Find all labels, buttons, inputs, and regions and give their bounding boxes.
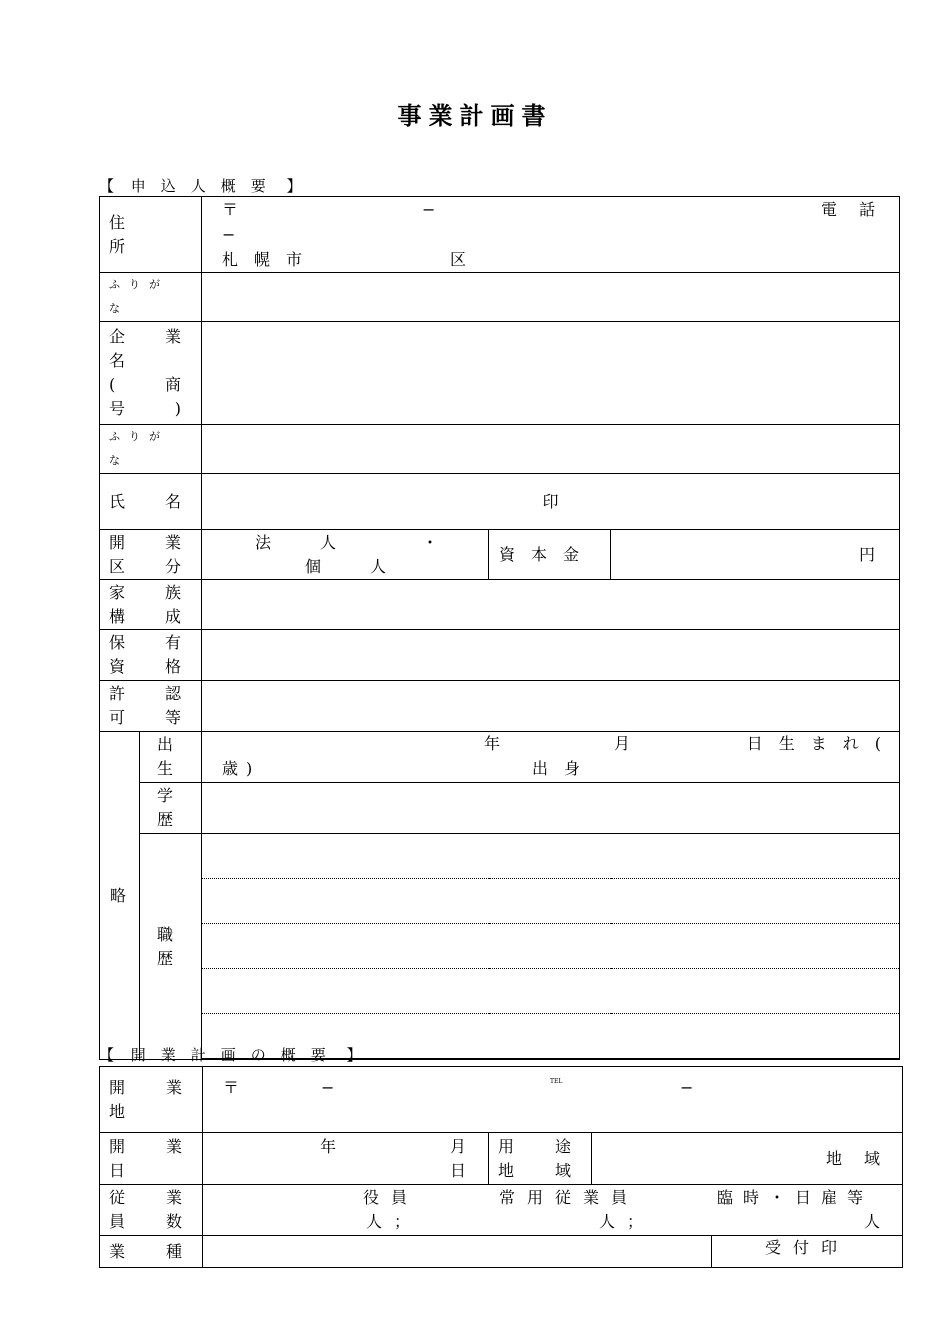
born-label: 日生まれ( xyxy=(746,734,898,753)
employees-input[interactable] xyxy=(203,1185,903,1236)
site-row xyxy=(100,1067,903,1133)
label-char: 出 xyxy=(157,735,174,754)
section-header-plan xyxy=(99,1044,363,1065)
bracket-open: 【 xyxy=(99,1046,116,1064)
use-zone-input[interactable] xyxy=(592,1133,903,1185)
label-char: 日 xyxy=(109,1160,126,1180)
label-char: 構 xyxy=(109,606,126,626)
company-name-input[interactable] xyxy=(202,322,900,425)
bracket-close: 】 xyxy=(286,177,303,195)
label-char: 員 xyxy=(109,1212,126,1231)
use-zone-label-cell xyxy=(489,1133,592,1185)
career-line[interactable] xyxy=(202,834,900,879)
capital-input[interactable] xyxy=(611,530,900,580)
page-title: 事業計画書 xyxy=(397,102,553,130)
career-row xyxy=(100,969,900,1014)
year-label: 年 xyxy=(320,1136,337,1156)
option-corporation-char1: 法 xyxy=(255,532,272,552)
company-furigana-input[interactable] xyxy=(202,273,900,322)
label-char: 途 xyxy=(554,1136,571,1156)
label-char: 種 xyxy=(165,1241,182,1261)
label-char: 業 xyxy=(165,1078,182,1097)
career-line[interactable] xyxy=(202,879,900,924)
tel-label: TEL xyxy=(550,1078,563,1085)
furigana-label: ふりがな xyxy=(100,425,202,474)
label-char: 成 xyxy=(165,606,182,626)
label-char: 歴 xyxy=(157,948,174,968)
birth-row xyxy=(100,732,900,783)
business-type-options[interactable] xyxy=(202,530,489,580)
label-char: 認 xyxy=(165,684,182,703)
plan-table xyxy=(99,1066,903,1268)
option-corporation-char2: 人 xyxy=(320,532,337,552)
label-char: 開 xyxy=(109,1136,126,1156)
postal-dash: − xyxy=(422,200,436,219)
employees-row xyxy=(100,1185,903,1236)
phone-dash: − xyxy=(222,225,236,244)
option-individual-char1: 個 xyxy=(305,556,322,576)
label-char: ( xyxy=(109,375,116,394)
label-char: 数 xyxy=(165,1212,182,1231)
regular-label: 常用従業員 xyxy=(499,1188,640,1207)
career-label-cell xyxy=(140,834,202,1060)
postal-mark: 〒 xyxy=(223,1078,240,1097)
bracket-open: 【 xyxy=(99,177,116,195)
postal-dash: − xyxy=(321,1078,335,1097)
postal-mark: 〒 xyxy=(222,200,239,219)
label-char: 族 xyxy=(165,582,182,602)
family-label-cell xyxy=(100,580,202,630)
industry-label-cell xyxy=(100,1236,203,1268)
day-label: 日 xyxy=(449,1160,466,1180)
applicant-table xyxy=(99,196,900,1060)
name-input[interactable] xyxy=(202,474,900,530)
label-char: 業 xyxy=(165,532,182,552)
label-char: 有 xyxy=(165,633,182,652)
furigana-row-company xyxy=(100,273,900,322)
label-char: 地 xyxy=(498,1160,515,1180)
label-char: 家 xyxy=(109,582,126,602)
address-label: 住所 xyxy=(109,212,164,256)
regular-unit: 人； xyxy=(599,1212,656,1231)
license-label-cell xyxy=(100,681,202,732)
business-type-row xyxy=(100,530,900,580)
career-row xyxy=(100,834,900,879)
company-row xyxy=(100,322,900,425)
temporary-unit: 人 xyxy=(864,1212,881,1231)
business-type-label-cell xyxy=(100,530,202,580)
phone-label: 電話 xyxy=(821,200,898,219)
reception-stamp-label: 受付印 xyxy=(765,1238,850,1257)
career-line[interactable] xyxy=(202,924,900,969)
birth-label-cell xyxy=(140,732,202,783)
label-char: 等 xyxy=(165,708,182,727)
education-input[interactable] xyxy=(202,783,900,834)
qualification-row xyxy=(100,630,900,681)
qualification-input[interactable] xyxy=(202,630,900,681)
year-label: 年 xyxy=(484,734,501,753)
open-date-row xyxy=(100,1133,903,1185)
section-title: 開業計画の概要 xyxy=(130,1046,341,1064)
reception-stamp-cell xyxy=(712,1236,903,1268)
label-char: 地 xyxy=(109,1102,126,1121)
label-char: 分 xyxy=(165,556,182,576)
label-char: 商 xyxy=(165,375,182,394)
label-char: 開 xyxy=(109,532,126,552)
option-separator: ・ xyxy=(422,532,439,552)
age-label: 歳) xyxy=(222,759,261,778)
site-input[interactable] xyxy=(203,1067,903,1133)
label-char: 用 xyxy=(498,1136,515,1156)
furigana-label: ふりがな xyxy=(100,273,202,322)
open-date-input[interactable] xyxy=(203,1133,489,1185)
city-label: 札幌市 xyxy=(222,250,319,269)
capital-label-cell xyxy=(489,530,611,580)
label-char: 可 xyxy=(109,708,126,727)
label-char: 号 xyxy=(109,399,126,418)
label-char: 学 xyxy=(157,786,174,805)
label-char: 氏 xyxy=(109,491,126,511)
option-individual-char2: 人 xyxy=(370,556,387,576)
label-char: 職 xyxy=(157,924,174,944)
bracket-close: 】 xyxy=(346,1046,363,1064)
label-char: 域 xyxy=(554,1160,571,1180)
label-char: 格 xyxy=(165,657,182,676)
career-row xyxy=(100,879,900,924)
industry-row xyxy=(100,1236,903,1268)
qualification-label-cell xyxy=(100,630,202,681)
site-label-cell xyxy=(100,1067,203,1133)
label-char: 生 xyxy=(157,759,174,778)
career-row xyxy=(100,924,900,969)
career-line[interactable] xyxy=(202,969,900,1014)
section-header-applicant xyxy=(99,175,303,196)
month-label: 月 xyxy=(449,1136,466,1156)
temporary-label: 臨時・日雇等 xyxy=(717,1188,874,1207)
label-char: 区 xyxy=(109,556,126,576)
family-row xyxy=(100,580,900,630)
education-label-cell xyxy=(140,783,202,834)
education-row xyxy=(100,783,900,834)
label-char: ) xyxy=(174,399,182,418)
month-label: 月 xyxy=(614,734,631,753)
label-char: 歴 xyxy=(157,810,174,829)
label-char: 業 xyxy=(165,327,182,346)
section-title: 申込人概要 xyxy=(130,177,281,195)
label-char: 資 xyxy=(109,657,126,676)
furigana-row-name xyxy=(100,425,900,474)
label-char: 名 xyxy=(165,491,182,511)
open-date-label-cell xyxy=(100,1133,203,1185)
label-char: 業 xyxy=(165,1136,182,1156)
address-field[interactable] xyxy=(202,197,900,273)
zone-label: 地域 xyxy=(826,1148,903,1168)
name-label-cell xyxy=(100,474,202,530)
seal-mark: 印 xyxy=(542,491,559,511)
label-char: 保 xyxy=(109,633,126,652)
industry-input[interactable] xyxy=(203,1236,712,1268)
company-label-cell xyxy=(100,322,202,425)
phone-dash: − xyxy=(680,1078,694,1097)
employees-label-cell xyxy=(100,1185,203,1236)
address-row xyxy=(100,197,900,273)
license-row xyxy=(100,681,900,732)
name-row xyxy=(100,474,900,530)
name-furigana-input[interactable] xyxy=(202,425,900,474)
label-char: 名 xyxy=(109,351,126,370)
address-label-cell xyxy=(100,197,202,273)
label-char: 従 xyxy=(109,1188,126,1207)
label-char: 開 xyxy=(109,1078,126,1097)
ward-label: 区 xyxy=(450,250,467,269)
birth-input[interactable] xyxy=(202,732,900,783)
label-char: 業 xyxy=(109,1241,126,1261)
license-input[interactable] xyxy=(202,681,900,732)
officers-unit: 人； xyxy=(366,1212,423,1231)
label-char: 許 xyxy=(109,684,126,703)
family-input[interactable] xyxy=(202,580,900,630)
yen-unit: 円 xyxy=(859,544,876,564)
history-label: 略 xyxy=(100,732,140,1060)
label-char: 企 xyxy=(109,327,126,346)
capital-label: 資本金 xyxy=(499,544,596,564)
officers-label: 役員 xyxy=(363,1188,420,1207)
origin-label: 出身 xyxy=(532,759,597,778)
label-char: 業 xyxy=(165,1188,182,1207)
